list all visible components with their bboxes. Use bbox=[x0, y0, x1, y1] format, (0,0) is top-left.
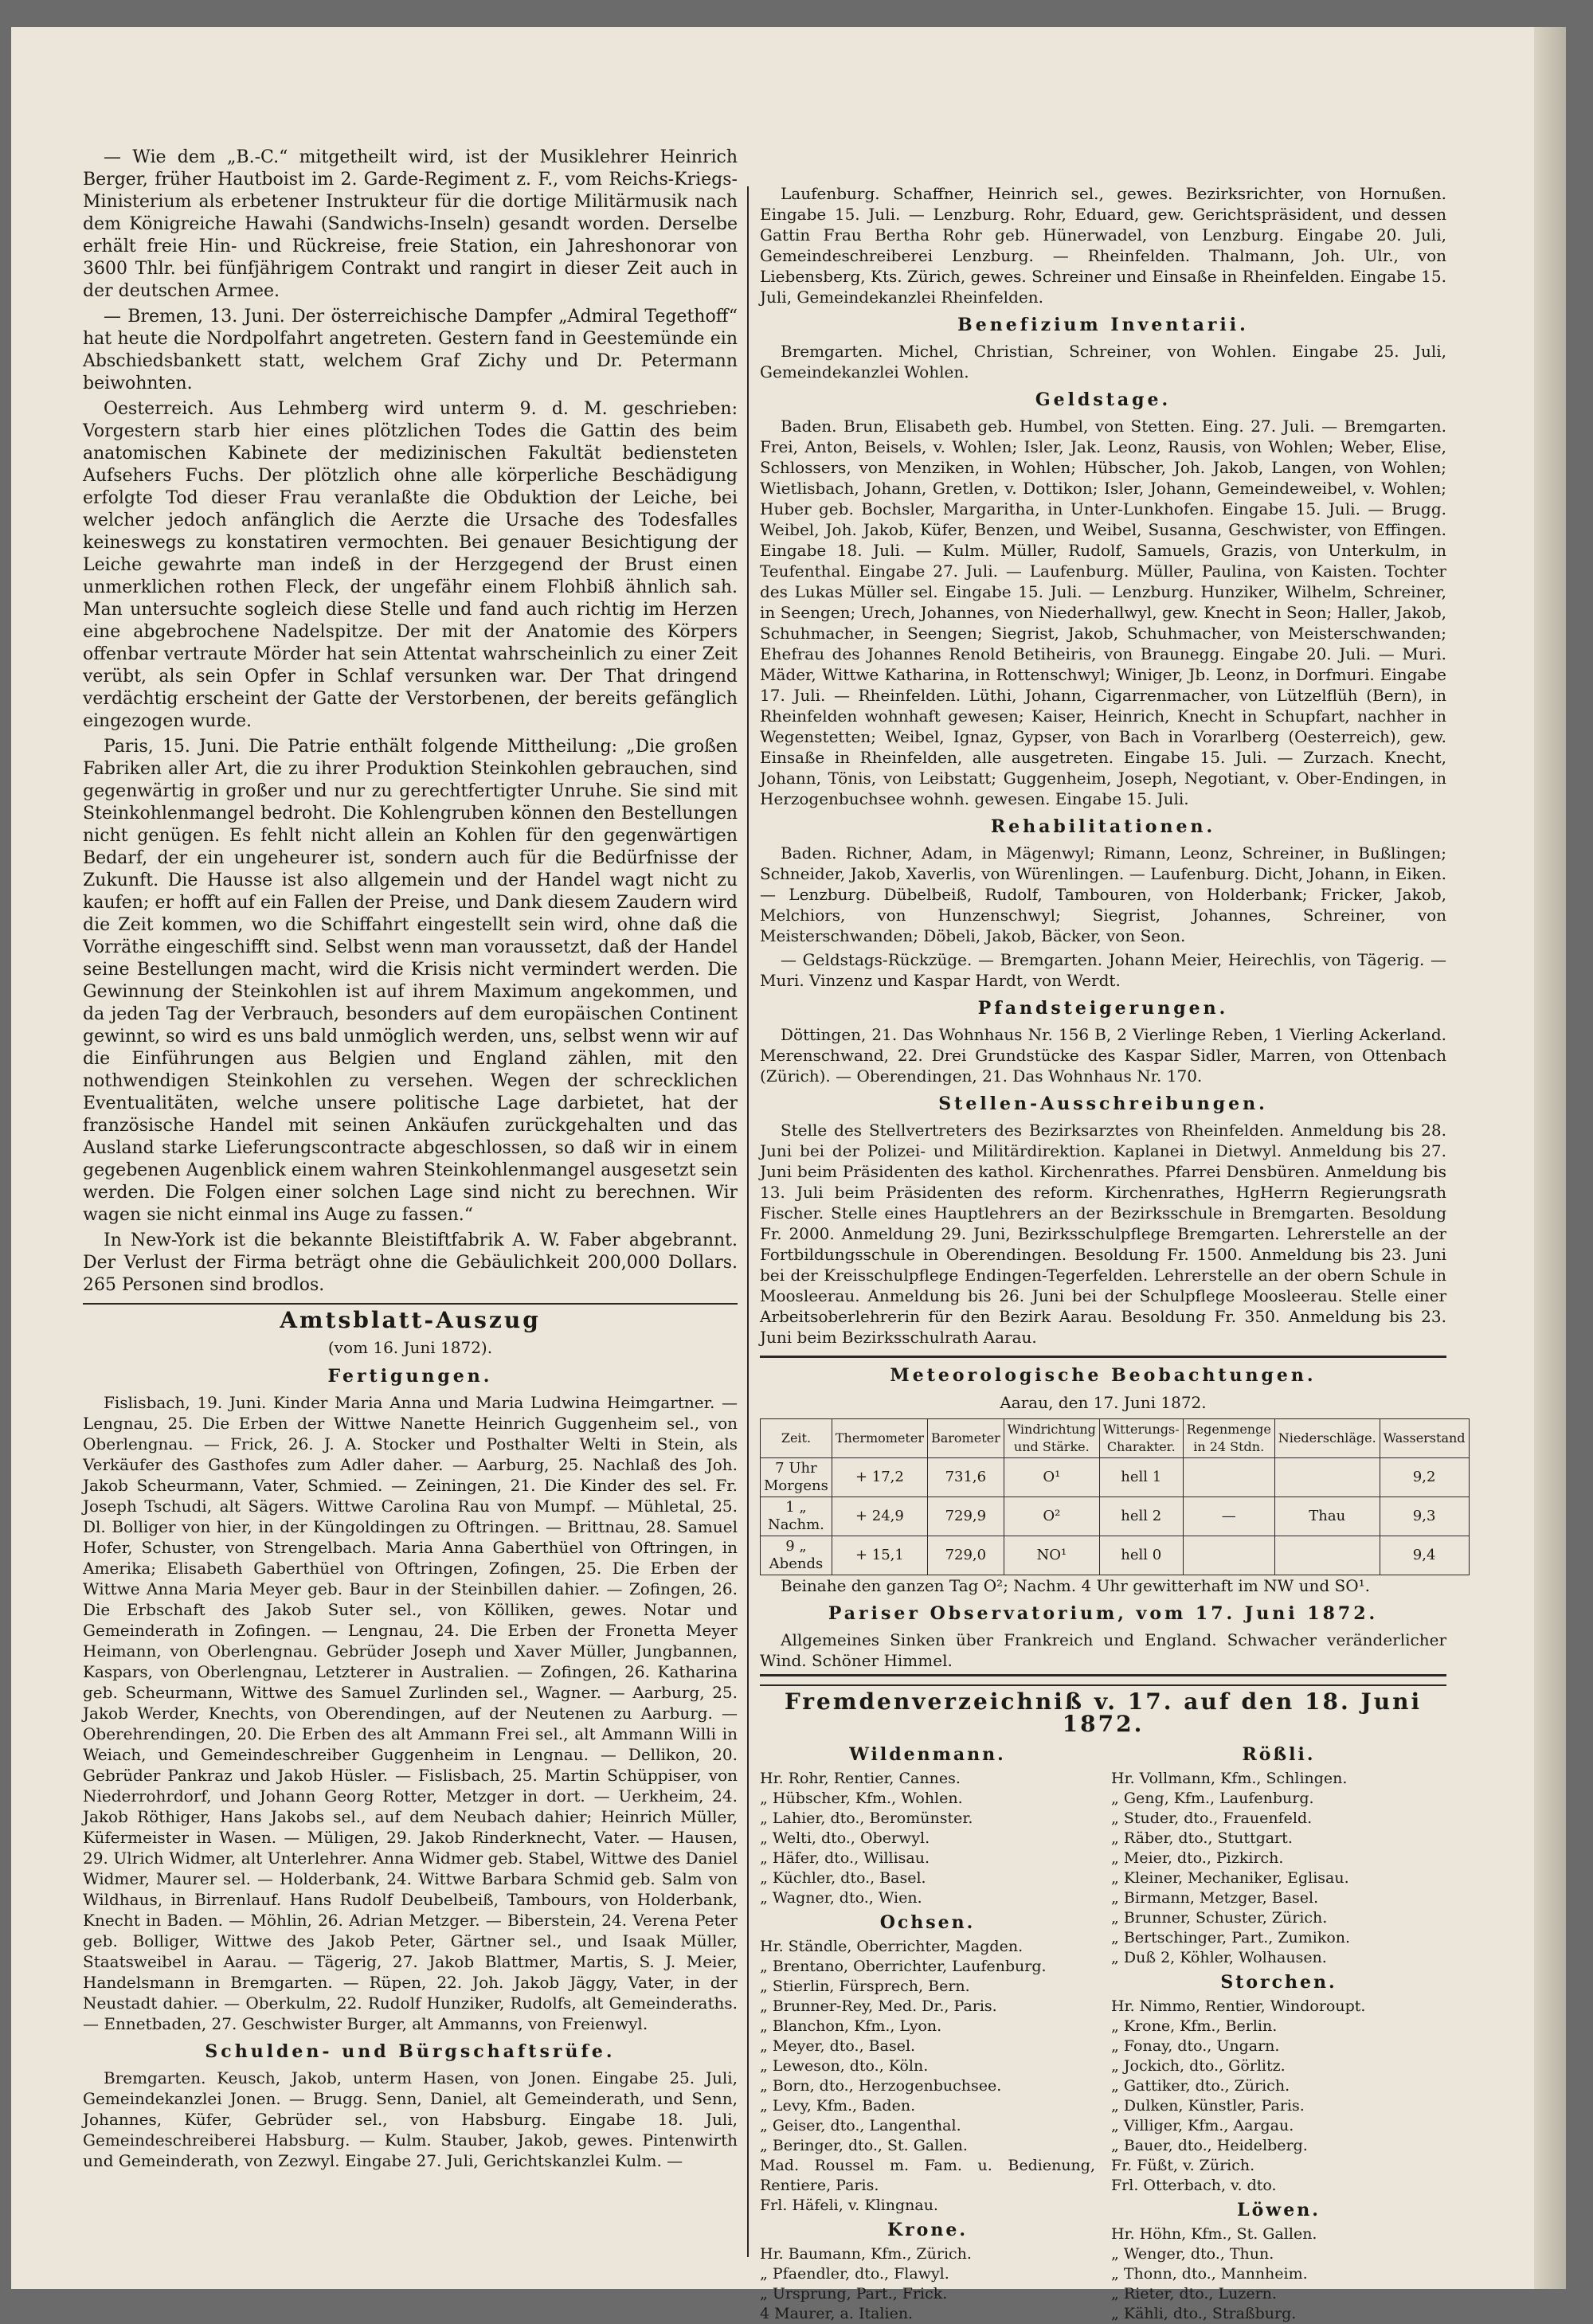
list-item: „ Ursprung, Part., Frick. bbox=[760, 2285, 948, 2302]
met-cell: 731,6 bbox=[927, 1458, 1004, 1497]
list-item: Frl. Häfeli, v. Klingnau. bbox=[760, 2197, 938, 2214]
met-header: Regenmenge in 24 Stdn. bbox=[1183, 1419, 1274, 1458]
list-item: „ Häfer, dto., Willisau. bbox=[760, 1849, 930, 1867]
met-cell: — bbox=[1183, 1497, 1274, 1536]
left-column bbox=[83, 147, 738, 2257]
schulden-continued: Laufenburg. Schaffner, Heinrich sel., gewes. Bezirksrichter, von Hornußen. Eingabe 15. Juli. — Lenzburg. Rohr, Eduard, gew. Gerichtspräsident, und dessen Gattin Frau Bertha Rohr geb. Hünerwadel, von Lenzburg. Eingabe 20. Juli, Gemeindeschreiberei Lenzburg. — Rheinfelden. Thalmann, Joh. Ulr., von Liebensberg, Kts. Zürich, gewes. Schreiner und Einsaße in Rheinfelden. Eingabe 15. Juli, Gemeindekanzlei Rheinfelden. bbox=[760, 184, 1446, 307]
fertigungen-title: Fertigungen. bbox=[327, 1366, 493, 1387]
met-cell bbox=[1183, 1458, 1274, 1497]
list-item: „ Jockich, dto., Görlitz. bbox=[1111, 2057, 1286, 2075]
met-cell: 9,3 bbox=[1380, 1497, 1469, 1536]
met-header: Witterungs-Charakter. bbox=[1099, 1419, 1183, 1458]
list-item: Hr. Vollmann, Kfm., Schlingen. bbox=[1111, 1770, 1348, 1787]
list-item: „ Hübscher, Kfm., Wohlen. bbox=[760, 1790, 963, 1807]
list-item: Mad. Roussel m. Fam. u. Bedienung, Rentiere, Paris. bbox=[760, 2157, 1095, 2194]
table-row bbox=[761, 1536, 1470, 1575]
list-item: „ Kleiner, Mechaniker, Eglisau. bbox=[1111, 1869, 1349, 1887]
rehabilitationen-title: Rehabilitationen. bbox=[990, 816, 1216, 837]
rueckzuege-text: — Geldstags-Rückzüge. — Bremgarten. Johann Meier, Heirechlis, von Tägerig. — Muri. Vinzenz und Kaspar Hardt, von Werdt. bbox=[760, 950, 1446, 990]
list-item: Frl. Otterbach, v. dto. bbox=[1111, 2177, 1277, 2194]
hotel-name: Krone. bbox=[887, 2220, 969, 2240]
meteorology-date: Aarau, den 17. Juni 1872. bbox=[1000, 1393, 1207, 1412]
met-cell bbox=[1183, 1536, 1274, 1575]
list-item: „ Stierlin, Fürsprech, Bern. bbox=[760, 1978, 970, 1995]
met-cell: O¹ bbox=[1004, 1458, 1099, 1497]
article-new-york: In New-York ist die bekannte Bleistiftfabrik A. W. Faber abgebrannt. Der Verlust der Firma beträgt ohne die Gebäulichkeit 200,000 Dollars. 265 Personen sind brodlos. bbox=[83, 1230, 738, 1295]
list-item: „ Räber, dto., Stuttgart. bbox=[1111, 1829, 1293, 1847]
list-item: „ Wagner, dto., Wien. bbox=[760, 1889, 922, 1907]
list-item: „ Villiger, Kfm., Aargau. bbox=[1111, 2117, 1294, 2134]
list-item: „ Dulken, Künstler, Paris. bbox=[1111, 2097, 1305, 2115]
met-cell: hell 1 bbox=[1099, 1458, 1183, 1497]
hotel-name: Storchen. bbox=[1220, 1972, 1337, 1993]
stellen-title: Stellen-Ausschreibungen. bbox=[938, 1094, 1268, 1114]
benefizium-title: Benefizium Inventarii. bbox=[957, 315, 1249, 335]
list-item: „ Meyer, dto., Basel. bbox=[760, 2037, 916, 2055]
paris-observatory-text: Allgemeines Sinken über Frankreich und England. Schwacher veränderlicher Wind. Schöner Himmel. bbox=[760, 1630, 1446, 1670]
list-item: „ Gattiker, dto., Zürich. bbox=[1111, 2077, 1290, 2095]
column-divider bbox=[747, 186, 749, 2257]
list-item: „ Bertschinger, Part., Zumikon. bbox=[1111, 1929, 1351, 1946]
list-item: Hr. Baumann, Kfm., Zürich. bbox=[760, 2245, 972, 2263]
list-item: „ Fonay, dto., Ungarn. bbox=[1111, 2037, 1280, 2055]
list-item: „ Geng, Kfm., Laufenburg. bbox=[1111, 1790, 1314, 1807]
amtsblatt-date: (vom 16. Juni 1872). bbox=[327, 1338, 493, 1357]
list-item: Hr. Höhn, Kfm., St. Gallen. bbox=[1111, 2225, 1317, 2243]
met-cell: + 15,1 bbox=[832, 1536, 927, 1575]
hotel-name: Löwen. bbox=[1237, 2200, 1321, 2220]
schulden-title: Schulden- und Bürgschaftsrüfe. bbox=[205, 2041, 616, 2062]
list-item: „ Brentano, Oberrichter, Laufenburg. bbox=[760, 1958, 1047, 1975]
list-item: „ Leweson, dto., Köln. bbox=[760, 2057, 929, 2075]
list-item: „ Blanchon, Kfm., Lyon. bbox=[760, 2017, 942, 2035]
list-item: „ Rieter, dto., Luzern. bbox=[1111, 2285, 1277, 2302]
list-item: „ Studer, dto., Frauenfeld. bbox=[1111, 1810, 1313, 1827]
article-bremen: — Bremen, 13. Juni. Der österreichische Dampfer „Admiral Tegethoff“ hat heute die Nordpolfahrt angetreten. Gestern fand in Geestemünde ein Abschiedsbankett statt, welchem Graf Zichy und Dr. Petermann beiwohnten. bbox=[83, 307, 738, 393]
list-item: Hr. Nimmo, Rentier, Windoroupt. bbox=[1111, 1997, 1366, 2015]
list-item: „ Thonn, dto., Mannheim. bbox=[1111, 2265, 1308, 2283]
meteorology-table bbox=[760, 1418, 1470, 1575]
meteorology-title: Meteorologische Beobachtungen. bbox=[890, 1365, 1317, 1386]
list-item: „ Meier, dto., Pizkirch. bbox=[1111, 1849, 1284, 1867]
list-item: „ Brunner, Schuster, Zürich. bbox=[1111, 1909, 1328, 1927]
hotel-name: Rößli. bbox=[1242, 1744, 1316, 1765]
table-row bbox=[761, 1458, 1470, 1497]
met-cell: 1 „ Nachm. bbox=[761, 1497, 832, 1536]
list-item: „ Birmann, Metzger, Basel. bbox=[1111, 1889, 1319, 1907]
list-item: Hr. Ständle, Oberrichter, Magden. bbox=[760, 1938, 1024, 1955]
article-oesterreich: Oesterreich. Aus Lehmberg wird unterm 9. d. M. geschrieben: Vorgestern starb hier eines plötzlichen Todes die Gattin des beim anatomischen Kabinete der medizinischen Fakultät bediensteten Aufsehers Fuchs. Der plötzlich ohne alle körperliche Beschädigung erfolgte Tod dieser Frau veranlaßte die Obduktion der Leiche, bei welcher jedoch anfänglich die Aerzte die Ursache des Todesfalles keineswegs zu konstatiren vermochten. Bei genauer Besichtigung der Leiche gewahrte man indeß in der Herzgegend der Brust einen unmerklichen rothen Fleck, der ungefähr einem Flohbiß ähnlich sah. Man untersuchte sogleich diese Stelle und fand auch richtig im Herzen eine abgebrochene Nadelspitze. Der mit der Anatomie des Körpers offenbar vertraute Mörder hat sein Attentat wahrscheinlich zu einer Zeit verübt, als sein Opfer in Schlaf versunken war. Der That dringend verdächtig erscheint der Gatte der Verstorbenen, der bereits gefänglich eingezogen wurde. bbox=[83, 399, 738, 731]
list-item: „ Lahier, dto., Beromünster. bbox=[760, 1810, 973, 1827]
met-cell: 7 Uhr Morgens bbox=[761, 1458, 832, 1497]
met-cell: hell 2 bbox=[1099, 1497, 1183, 1536]
guest-list bbox=[760, 1740, 1446, 2324]
list-item: „ Levy, Kfm., Baden. bbox=[760, 2097, 916, 2115]
page-edge bbox=[1534, 27, 1566, 2289]
met-header: Thermometer bbox=[832, 1419, 927, 1458]
pfandsteigerungen-text: Döttingen, 21. Das Wohnhaus Nr. 156 B, 2 Vierlinge Reben, 1 Vierling Ackerland. Merenschwand, 22. Drei Grundstücke des Kaspar Sidler, Marren, von Ottenbach (Zürich). — Oberendingen, 21. Das Wohnhaus Nr. 170. bbox=[760, 1025, 1446, 1086]
hotel-name: Wildenmann. bbox=[849, 1744, 1006, 1765]
met-cell: + 24,9 bbox=[832, 1497, 927, 1536]
met-cell: 9,4 bbox=[1380, 1536, 1469, 1575]
pfandsteigerungen-title: Pfandsteigerungen. bbox=[977, 998, 1229, 1019]
met-cell: + 17,2 bbox=[832, 1458, 927, 1497]
list-item: Hr. Rohr, Rentier, Cannes. bbox=[760, 1770, 961, 1787]
met-cell: 9 „ Abends bbox=[761, 1536, 832, 1575]
met-header: Niederschläge. bbox=[1274, 1419, 1380, 1458]
list-item: „ Duß 2, Köhler, Wolhausen. bbox=[1111, 1949, 1327, 1966]
met-cell: 729,0 bbox=[927, 1536, 1004, 1575]
met-cell bbox=[1274, 1458, 1380, 1497]
list-item: „ Beringer, dto., St. Gallen. bbox=[760, 2137, 968, 2154]
list-item: „ Küchler, dto., Basel. bbox=[760, 1869, 926, 1887]
benefizium-text: Bremgarten. Michel, Christian, Schreiner, von Wohlen. Eingabe 25. Juli, Gemeindekanzlei Wohlen. bbox=[760, 342, 1446, 381]
met-cell bbox=[1274, 1536, 1380, 1575]
geldstage-text: Baden. Brun, Elisabeth geb. Humbel, von Stetten. Eing. 27. Juli. — Bremgarten. Frei, Anton, Beisels, v. Wohlen; Isler, Jak. Leonz, Rausis, von Wohlen; Weber, Elise, Schlossers, von Menziken, in Wohlen; Hübscher, Joh. Jakob, Langen, von Wohlen; Wietlisbach, Johann, Gretlen, v. Dottikon; Isler, Johann, Gemeindeweibel, v. Wohlen; Huber geb. Bochsler, Margaritha, in Unter-Lunkhofen. Eingabe 15. Juli. — Brugg. Weibel, Joh. Jakob, Küfer, Benzen, und Weibel, Susanna, Geschwister, von Effingen. Eingabe 18. Juli. — Kulm. Müller, Rudolf, Samuels, Grazis, von Unterkulm, in Teufenthal. Eingabe 27. Juli. — Laufenburg. Müller, Paulina, von Kaisten. Tochter des Lukas Müller sel. Eingabe 15. Juli. — Lenzburg. Hunziker, Wilhelm, Schreiner, in Seengen; Urech, Johannes, von Niederhallwyl, gew. Knecht in Seon; Haller, Jakob, Schuhmacher, in Seengen; Siegrist, Jakob, Schuhmacher, von Meisterschwanden; Ehefrau des Johannes Renold Betiheiris, von Braunegg. Eingabe 20. Juli. — Muri. Mäder, Wittwe Katharina, in Rottenschwyl; Winiger, Jb. Leonz, in Dorfmuri. Eingabe 17. Juli. — Rheinfelden. Lüthi, Johann, Cigarrenmacher, von Lützelflüh (Bern), in Rheinfelden wohnhaft gewesen; Kaiser, Heinrich, Knecht in Schupfart, nachher in Wegenstetten; Weibel, Ignaz, Gypser, von Bach in Vorarlberg (Oesterreich), gew. Einsaße in Rheinfelden, alle ausgetreten. Eingabe 15. Juli. — Zurzach. Knecht, Johann, Tönis, von Leibstatt; Guggenheim, Joseph, Negotiant, v. Ober-Endingen, in Herzogenbuchsee wohnh. gewesen. Eingabe 15. Juli. bbox=[760, 417, 1446, 808]
table-row bbox=[761, 1497, 1470, 1536]
met-header: Wasserstand bbox=[1380, 1419, 1469, 1458]
met-cell: 729,9 bbox=[927, 1497, 1004, 1536]
met-cell: NO¹ bbox=[1004, 1536, 1099, 1575]
newspaper-page bbox=[11, 27, 1566, 2322]
met-cell: O² bbox=[1004, 1497, 1099, 1536]
geldstage-title: Geldstage. bbox=[1035, 389, 1172, 410]
met-cell: Thau bbox=[1274, 1497, 1380, 1536]
list-item: 4 Maurer, a. Italien. bbox=[760, 2305, 914, 2322]
rehabilitationen-text: Baden. Richner, Adam, in Mägenwyl; Rimann, Leonz, Schreiner, in Bußlingen; Schneider, Jakob, Xaverlis, von Würenlingen. — Laufenburg. Dicht, Johann, in Eiken. — Lenzburg. Dübelbeiß, Rudolf, Tambouren, von Holderbank; Fricker, Jakob, Melchiors, von Hunzenschwyl; Siegrist, Johannes, Schreiner, von Meisterschwanden; Döbeli, Jakob, Bäcker, von Seon. bbox=[760, 843, 1446, 945]
meteorology-note: Beinahe den ganzen Tag O²; Nachm. 4 Uhr gewitterhaft im NW und SO¹. bbox=[781, 1576, 1370, 1595]
list-item: „ Born, dto., Herzogenbuchsee. bbox=[760, 2077, 1002, 2095]
met-header: Windrichtung und Stärke. bbox=[1004, 1419, 1099, 1458]
hotel-name: Ochsen. bbox=[879, 1912, 976, 1933]
guest-list-right bbox=[1111, 1740, 1446, 2324]
met-header: Zeit. bbox=[761, 1419, 832, 1458]
list-item: „ Welti, dto., Oberwyl. bbox=[760, 1829, 930, 1847]
schulden-text: Bremgarten. Keusch, Jakob, unterm Hasen, von Jonen. Eingabe 25. Juli, Gemeindekanzlei Jonen. — Brugg. Senn, Daniel, alt Gemeinderath, und Senn, Johannes, Küfer, Gebrüder sel., von Habsburg. Eingabe 18. Juli, Gemeindeschreiberei Habsburg. — Kulm. Stauber, Jakob, gewes. Pintenwirth und Gemeinderath, von Zezwyl. Eingabe 27. Juli, Gerichtskanzlei Kulm. — bbox=[83, 2068, 738, 2170]
meteorology-section bbox=[760, 1356, 1466, 1676]
list-item: „ Bauer, dto., Heidelberg. bbox=[1111, 2137, 1308, 2154]
met-header: Barometer bbox=[927, 1419, 1004, 1458]
list-item: „ Wenger, dto., Thun. bbox=[1111, 2245, 1274, 2263]
paris-observatory-title: Pariser Observatorium, vom 17. Juni 1872. bbox=[828, 1603, 1379, 1624]
amtsblatt-title: Amtsblatt-Auszug bbox=[83, 1303, 738, 1332]
list-item: „ Geiser, dto., Langenthal. bbox=[760, 2117, 961, 2134]
list-item: „ Kähli, dto., Straßburg. bbox=[1111, 2305, 1297, 2322]
guest-list-left bbox=[760, 1740, 1095, 2324]
list-item: „ Pfaendler, dto., Flawyl. bbox=[760, 2265, 949, 2283]
article-paris: Paris, 15. Juni. Die Patrie enthält folgende Mittheilung: „Die großen Fabriken aller Art, die zu ihrer Produktion Steinkohlen gebrauchen, sind gegenwärtig in großer und nur zu gerechtfertigter Unruhe. Sie sind mit Steinkohlenmangel bedroht. Die Kohlengruben können den Bestellungen nicht genügen. Es fehlt nicht allein an Kohlen für den gegenwärtigen Bedarf, der ein ungeheurer ist, sondern auch für die Bedürfnisse der Zukunft. Die Hausse ist also allgemein und der Handel wagt nicht zu kaufen; er hofft auf ein Fallen der Preise, und Dank diesem Zaudern wird die Zeit kommen, wo die Schiffahrt eingestellt sein wird, ohne daß die Vorräthe eingeschifft sind. Selbst wenn man voraussetzt, daß der Handel seine Bestellungen macht, wird die Krisis nicht vermindert werden. Die Gewinnung der Steinkohlen ist auf ihrem Maximum angekommen, und da jeden Tag der Verbrauch, besonders auf dem europäischen Continent gewinnt, so wird es uns bald unmöglich werden, uns, selbst wenn wir auf die Einführungen aus Belgien und England zählen, mit den nothwendigen Steinkohlen zu versehen. Wegen der schrecklichen Eventualitäten, welche unsere politische Lage darbietet, hat der französische Handel mit seinen Ankäufen zurückgehalten und das Ausland starke Lieferungscontracte abgeschlossen, so daß wir in einem gegebenen Augenblick einem wahren Steinkohlenmangel ausgesetzt sein werden. Die Folgen einer solchen Lage sind nicht zu berechnen. Wir wagen sie nicht einmal ins Auge zu fassen.“ bbox=[83, 737, 738, 1225]
fremdenverzeichnis-title: Fremdenverzeichniß v. 17. auf den 18. Juni 1872. bbox=[760, 1684, 1446, 1735]
list-item: Fr. Füßt, v. Zürich. bbox=[1111, 2157, 1255, 2174]
met-cell: hell 0 bbox=[1099, 1536, 1183, 1575]
fertigungen-text: Fislisbach, 19. Juni. Kinder Maria Anna und Maria Ludwina Heimgartner. — Lengnau, 25. Die Erben der Wittwe Nanette Heinrich Guggenheim sel., von Oberlengnau. — Frick, 26. J. A. Stocker und Posthalter Welti in Stein, als Verkäufer des Gasthofes zum Adler daher. — Aarburg, 25. Nachlaß des Joh. Jakob Scheurmann, Vater, Schmied. — Zeiningen, 21. Die Kinder des sel. Fr. Joseph Tschudi, alt Sägers. Wittwe Carolina Rau von Mumpf. — Mühletal, 25. Dl. Bolliger von hier, in der Küngoldingen zu Oftringen. — Brittnau, 28. Samuel Hofer, Schuster, von Strengelbach. Maria Anna Gaberthüel von Oftringen, in Amerika; Elisabeth Gaberthüel von Oftringen, Zofingen, 25. Die Erben der Wittwe Anna Maria Meyer geb. Baur in der Steinbillen dahier. — Zofingen, 26. Die Erbschaft des Jakob Suter sel., von Kölliken, gewes. Notar und Gemeinderath in Zofingen. — Lengnau, 24. Die Erben der Fronetta Meyer Heimann, von Oberlengnau. Gebrüder Joseph und Xaver Müller, Jungbannen, Kaspars, von Oberlengnau, Letzterer in Australien. — Zofingen, 26. Katharina geb. Scheurmann, Wittwe des Samuel Zurlinden sel., Wagner. — Aarburg, 25. Jakob Werder, Knechts, von Oberendingen, auf der Neutenen zu Aarburg. — Oberehrendingen, 20. Die Erben des alt Ammann Frei sel., alt Ammann Willi in Weiach, und Gemeindeschreiber Guggenheim in Lengnau. — Dellikon, 20. Gebrüder Pankraz und Jakob Hüsler. — Fislisbach, 25. Martin Schüppiser, von Niederrohrdorf, und Johann Georg Rotter, Metzger in dort. — Uerkheim, 24. Jakob Röthiger, Hans Jakobs sel., auf dem Neubach dahier; Heinrich Müller, Küfermeister in Wasen. — Müligen, 29. Jakob Rinderknecht, Vater. — Hausen, 29. Ulrich Widmer, alt Unterlehrer. Anna Widmer geb. Stabel, Wittwe des Daniel Widmer, Maurer sel. — Holderbank, 24. Wittwe Barbara Schmid geb. Salm von Wildhaus, in Birrenlauf. Hans Rudolf Deubelbeiß, Tambours, von Holderbank, Knecht in Baden. — Möhlin, 26. Adrian Metzger. — Biberstein, 24. Verena Peter geb. Bolliger, Wittwe des Jakob Peter, Gärtner sel., und Isaak Müller, Staatsweibel in Aarau. — Tägerig, 27. Jakob Blattmer, Martis, S. J. Meier, Handelsmann in Bremgarten. — Rüpen, 22. Joh. Jakob Jäggy, Vater, in der Neustadt dahier. — Oberkulm, 22. Rudolf Hunziker, Rudolfs, alt Gemeinderaths. — Ennetbaden, 27. Geschwister Burger, alt Ammanns, von Freienwyl. bbox=[83, 1393, 738, 2033]
right-column bbox=[760, 183, 1466, 2322]
list-item: „ Brunner-Rey, Med. Dr., Paris. bbox=[760, 1997, 997, 2015]
list-item: „ Krone, Kfm., Berlin. bbox=[1111, 2017, 1278, 2035]
stellen-text: Stelle des Stellvertreters des Bezirksarztes von Rheinfelden. Anmeldung bis 28. Juni bei der Polizei- und Militärdirektion. Kaplanei in Dietwyl. Anmeldung bis 27. Juni beim Präsidenten des kathol. Kirchenrathes. Pfarrei Densbüren. Anmeldung bis 13. Juli beim Präsidenten des reform. Kirchenrathes, HgHerrn Regierungsrath Fischer. Stelle eines Hauptlehrers an der Bezirksschule in Bremgarten. Besoldung Fr. 2000. Anmeldung 29. Juni, Bezirksschulpflege Bremgarten. Lehrerstelle an der Fortbildungsschule in Oberendingen. Besoldung Fr. 1500. Anmeldung bis 23. Juni bei der Kreisschulpflege Endingen-Tegerfelden. Lehrerstelle an der obern Schule in Moosleerau. Anmeldung bis 26. Juni bei der Schulpflege Moosleerau. Stelle einer Arbeitsoberlehrerin für den Bezirk Aarau. Besoldung Fr. 350. Anmeldung bis 23. Juni beim Bezirksschulrath Aarau. bbox=[760, 1121, 1446, 1347]
article-berger: — Wie dem „B.-C.“ mitgetheilt wird, ist der Musiklehrer Heinrich Berger, früher Hautboist im 2. Garde-Regiment z. F., vom Reichs-Kriegs-Ministerium als erbetener Instrukteur für die dortige Militärmusik nach dem Königreiche Hawahi (Sandwichs-Inseln) gesandt worden. Derselbe erhält freie Hin- und Rückreise, freie Station, ein Jahreshonorar von 3600 Thlr. bei fünfjährigem Contrakt und rangirt in dieser Zeit auch in der deutschen Armee. bbox=[83, 147, 738, 301]
met-cell: 9,2 bbox=[1380, 1458, 1469, 1497]
